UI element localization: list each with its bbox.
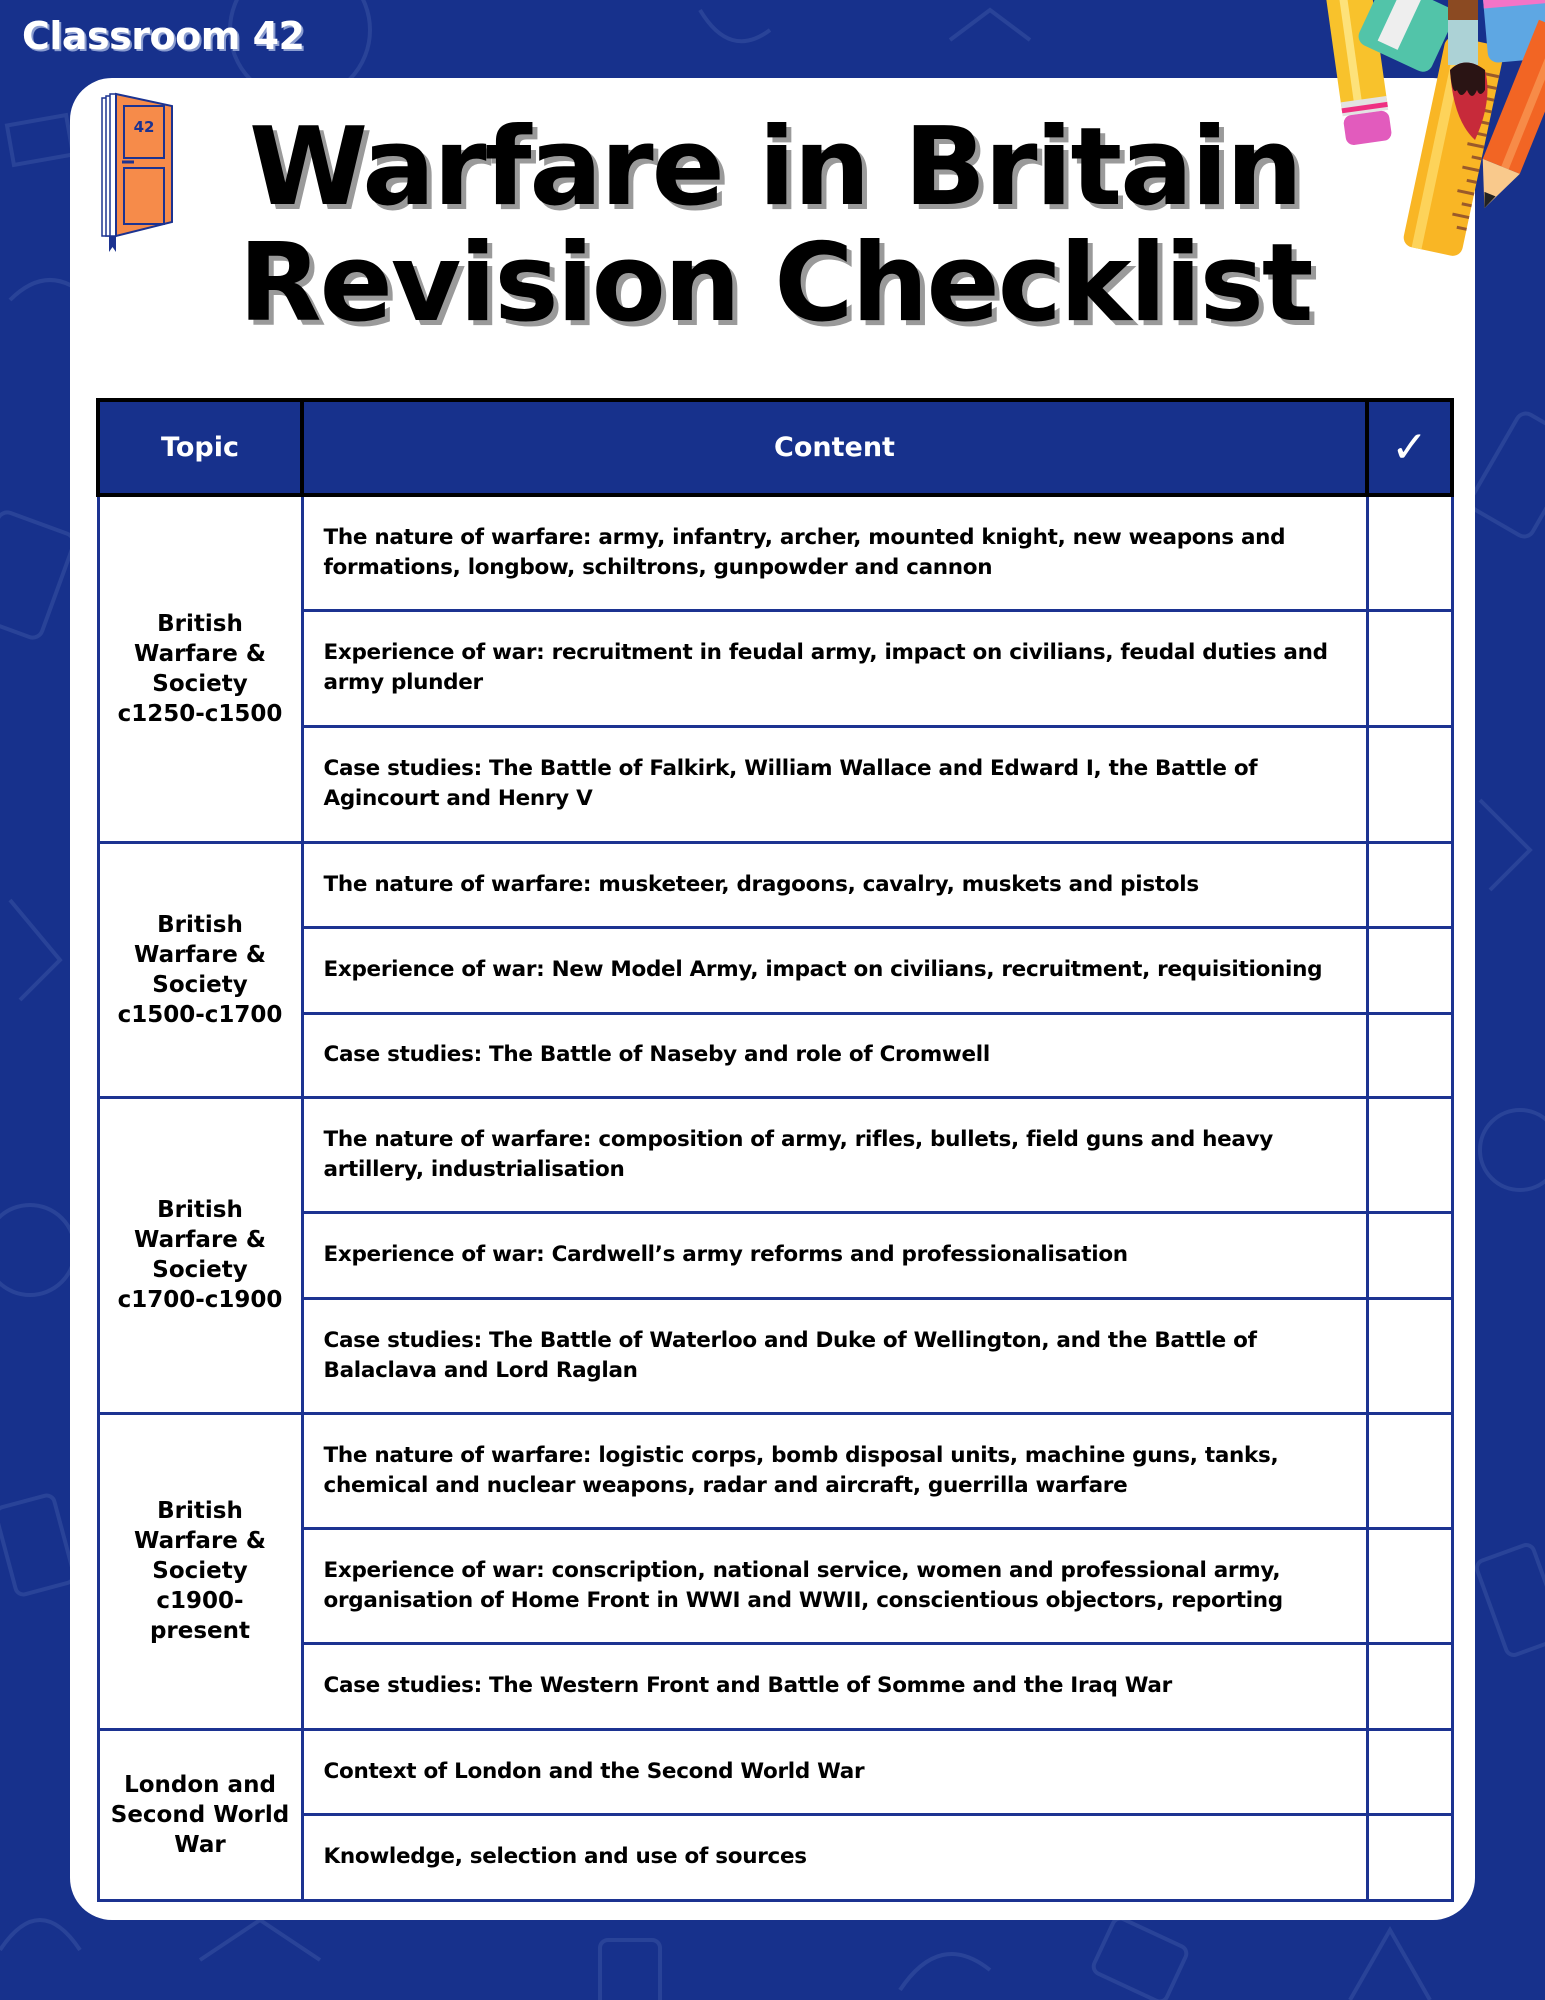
checkbox-cell[interactable] xyxy=(1367,1528,1452,1643)
table-header-row xyxy=(98,400,1452,495)
content-cell: The nature of warfare: composition of army, rifles, bullets, field guns and heavy artillery, industrialisation xyxy=(302,1097,1367,1212)
title-line-1: Warfare in Britain xyxy=(249,105,1301,230)
table-row xyxy=(98,1097,1452,1212)
checkbox-cell[interactable] xyxy=(1367,842,1452,927)
content-cell: Case studies: The Western Front and Battle of Somme and the Iraq War xyxy=(302,1643,1367,1729)
table-row xyxy=(98,1298,1452,1413)
door-book-logo-icon xyxy=(100,92,180,252)
checkbox-cell[interactable] xyxy=(1367,1814,1452,1900)
topic-cell: British Warfare & Society c1900-present xyxy=(98,1413,302,1729)
checkbox-cell[interactable] xyxy=(1367,726,1452,842)
content-cell: Case studies: The Battle of Falkirk, William Wallace and Edward I, the Battle of Agincourt and Henry V xyxy=(302,726,1367,842)
checkbox-cell[interactable] xyxy=(1367,495,1452,610)
content-cell: Context of London and the Second World War xyxy=(302,1729,1367,1814)
topic-cell: British Warfare & Society c1700-c1900 xyxy=(98,1097,302,1413)
title-line-2: Revision Checklist xyxy=(238,221,1312,346)
checkbox-cell[interactable] xyxy=(1367,927,1452,1013)
content-cell: Experience of war: conscription, national service, women and professional army, organisation of Home Front in WWI and WWII, conscientious objectors, reporting xyxy=(302,1528,1367,1643)
column-header-check xyxy=(1367,400,1452,495)
column-header-content: Content xyxy=(302,400,1367,495)
table-row xyxy=(98,1643,1452,1729)
content-cell: Experience of war: New Model Army, impact on civilians, recruitment, requisitioning xyxy=(302,927,1367,1013)
topic-cell: London and Second World War xyxy=(98,1729,302,1900)
checkbox-cell[interactable] xyxy=(1367,1643,1452,1729)
logo-number: 42 xyxy=(133,118,155,136)
content-cell: The nature of warfare: musketeer, dragoons, cavalry, muskets and pistols xyxy=(302,842,1367,927)
checkbox-cell[interactable] xyxy=(1367,1097,1452,1212)
checkbox-cell[interactable] xyxy=(1367,1729,1452,1814)
content-cell: The nature of warfare: logistic corps, bomb disposal units, machine guns, tanks, chemical and nuclear weapons, radar and aircraft, guerrilla warfare xyxy=(302,1413,1367,1528)
table-row xyxy=(98,495,1452,610)
table-row xyxy=(98,1528,1452,1643)
table-row xyxy=(98,1814,1452,1900)
table-row xyxy=(98,842,1452,927)
content-cell: Case studies: The Battle of Naseby and role of Cromwell xyxy=(302,1013,1367,1097)
content-cell: Experience of war: Cardwell’s army reforms and professionalisation xyxy=(302,1212,1367,1298)
table-row xyxy=(98,610,1452,726)
table-row xyxy=(98,1729,1452,1814)
checkbox-cell[interactable] xyxy=(1367,1013,1452,1097)
table-row xyxy=(98,1413,1452,1528)
checkbox-cell[interactable] xyxy=(1367,610,1452,726)
checkbox-cell[interactable] xyxy=(1367,1298,1452,1413)
page-title xyxy=(200,105,1350,346)
brand-name: Classroom 42 xyxy=(22,14,305,58)
table-row xyxy=(98,1013,1452,1097)
checkmark-icon: ✓ xyxy=(1391,421,1428,473)
content-cell: The nature of warfare: army, infantry, archer, mounted knight, new weapons and formations, longbow, schiltrons, gunpowder and cannon xyxy=(302,495,1367,610)
revision-checklist-table xyxy=(96,398,1454,1902)
table-row xyxy=(98,927,1452,1013)
content-cell: Experience of war: recruitment in feudal army, impact on civilians, feudal duties and army plunder xyxy=(302,610,1367,726)
topic-cell: British Warfare & Society c1250-c1500 xyxy=(98,495,302,842)
content-cell: Knowledge, selection and use of sources xyxy=(302,1814,1367,1900)
table-row xyxy=(98,726,1452,842)
checkbox-cell[interactable] xyxy=(1367,1413,1452,1528)
topic-cell: British Warfare & Society c1500-c1700 xyxy=(98,842,302,1097)
table-row xyxy=(98,1212,1452,1298)
column-header-topic: Topic xyxy=(98,400,302,495)
content-cell: Case studies: The Battle of Waterloo and Duke of Wellington, and the Battle of Balaclava and Lord Raglan xyxy=(302,1298,1367,1413)
checkbox-cell[interactable] xyxy=(1367,1212,1452,1298)
